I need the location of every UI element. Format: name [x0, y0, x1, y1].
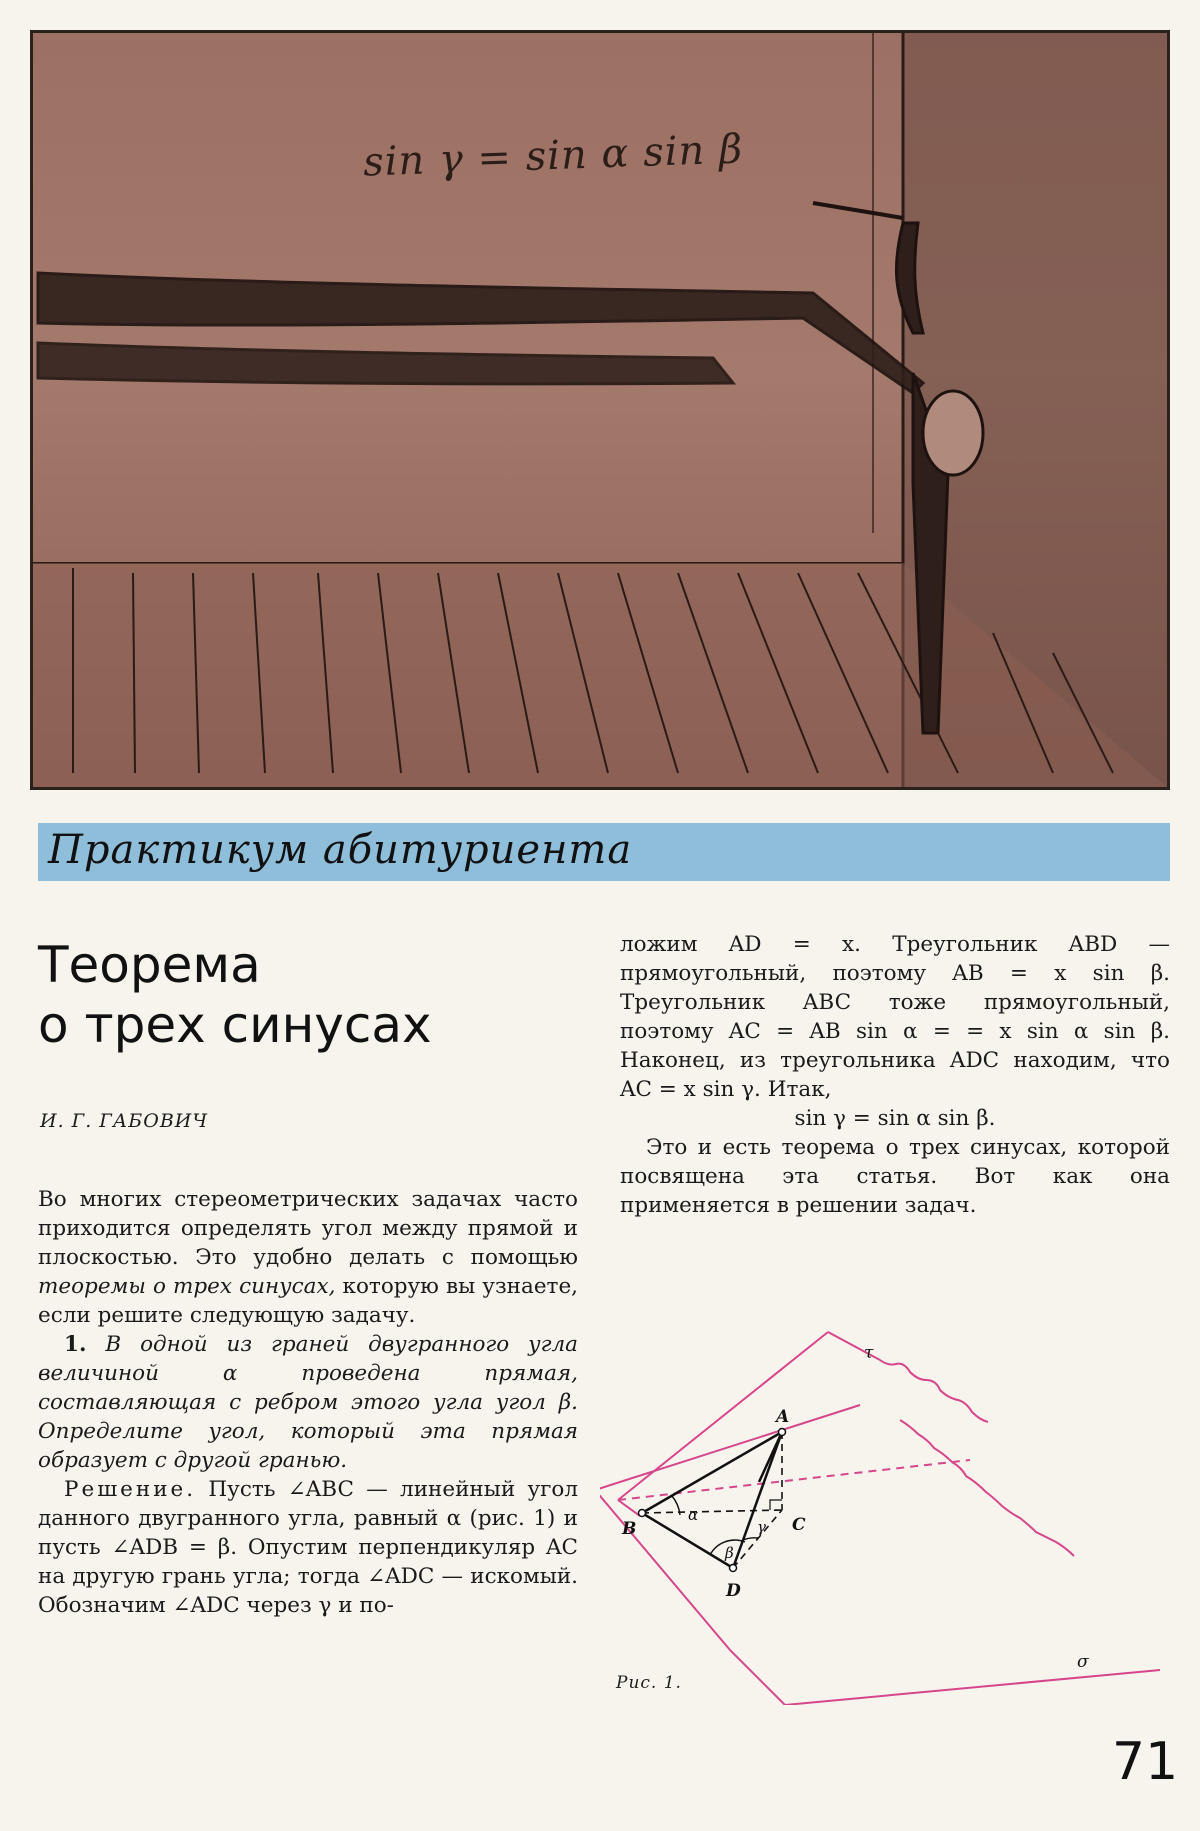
conclusion-paragraph: Это и есть теорема о трех синусах, которой посвящена эта статья. Вот как она применяется в решении задач.	[620, 1135, 1170, 1218]
article-author: И. Г. ГАБОВИЧ	[40, 1110, 209, 1132]
label-sigma: σ	[1077, 1652, 1089, 1672]
point-d	[730, 1565, 737, 1572]
label-beta: β	[725, 1544, 734, 1562]
page-number: 71	[1112, 1732, 1179, 1792]
label-gamma: γ	[757, 1518, 766, 1536]
label-tau: τ	[864, 1343, 874, 1363]
article-title	[38, 935, 558, 1055]
rubric-title: Практикум абитуриента	[48, 827, 633, 873]
point-a	[779, 1429, 786, 1436]
left-column	[38, 1185, 578, 1620]
intro-paragraph	[38, 1185, 578, 1330]
rubric-banner	[38, 823, 1170, 881]
problem-number: 1.	[64, 1332, 87, 1357]
problem-paragraph	[38, 1330, 578, 1475]
label-alpha: α	[688, 1506, 699, 1524]
figure-1	[600, 1320, 1170, 1705]
title-line-2: о трех синусах	[38, 996, 432, 1054]
solution-label: Решение.	[64, 1477, 197, 1502]
plane-sigma	[600, 1405, 1160, 1705]
solution-paragraph	[38, 1475, 578, 1620]
label-b: B	[622, 1519, 637, 1539]
intro-text-italic: теоремы о трех синусах,	[38, 1274, 336, 1299]
right-angle-c	[770, 1500, 782, 1510]
solution-text: Пусть ∠ABC — линейный угол данного двугранного угла, равный α (рис. 1) и пусть ∠ADB = β. Опустим перпендикуляр AC на другую грань угла; тогда ∠ADC — искомый. Обозначим ∠ADC через γ и по-	[38, 1477, 578, 1618]
point-b	[639, 1510, 646, 1517]
figure-caption: Рис. 1.	[616, 1673, 682, 1693]
illustration	[30, 30, 1170, 790]
gamma-arc	[743, 1538, 758, 1540]
problem-text: В одной из граней двугранного угла величиной α проведена прямая, составляющая с ребром этого угла угол β. Определите угол, который эта прямая образует с другой гранью.	[38, 1332, 578, 1473]
continuation-paragraph: ложим AD = x. Треугольник ABD — прямоугольный, поэтому AB = x sin β. Треугольник ABC тоже прямоугольный, поэтому AC = AB sin α = = x sin α sin β. Наконец, из треугольника ADC находим, что AC = x sin γ. Итак,	[620, 932, 1170, 1102]
label-d: D	[726, 1581, 741, 1601]
label-c: C	[792, 1515, 806, 1535]
label-a: A	[776, 1407, 790, 1427]
main-formula: sin γ = sin α sin β.	[794, 1106, 996, 1131]
title-line-1: Теорема	[38, 936, 261, 994]
intro-text-b: которую вы узнаете, если решите следующую задачу.	[38, 1274, 578, 1328]
handwritten-formula: sin γ = sin α sin β	[362, 126, 744, 186]
right-column	[620, 930, 1170, 1220]
intro-text-a: Во многих стереометрических задачах часто приходится определять угол между прямой и плоскостью. Это удобно делать с помощью	[38, 1187, 578, 1270]
